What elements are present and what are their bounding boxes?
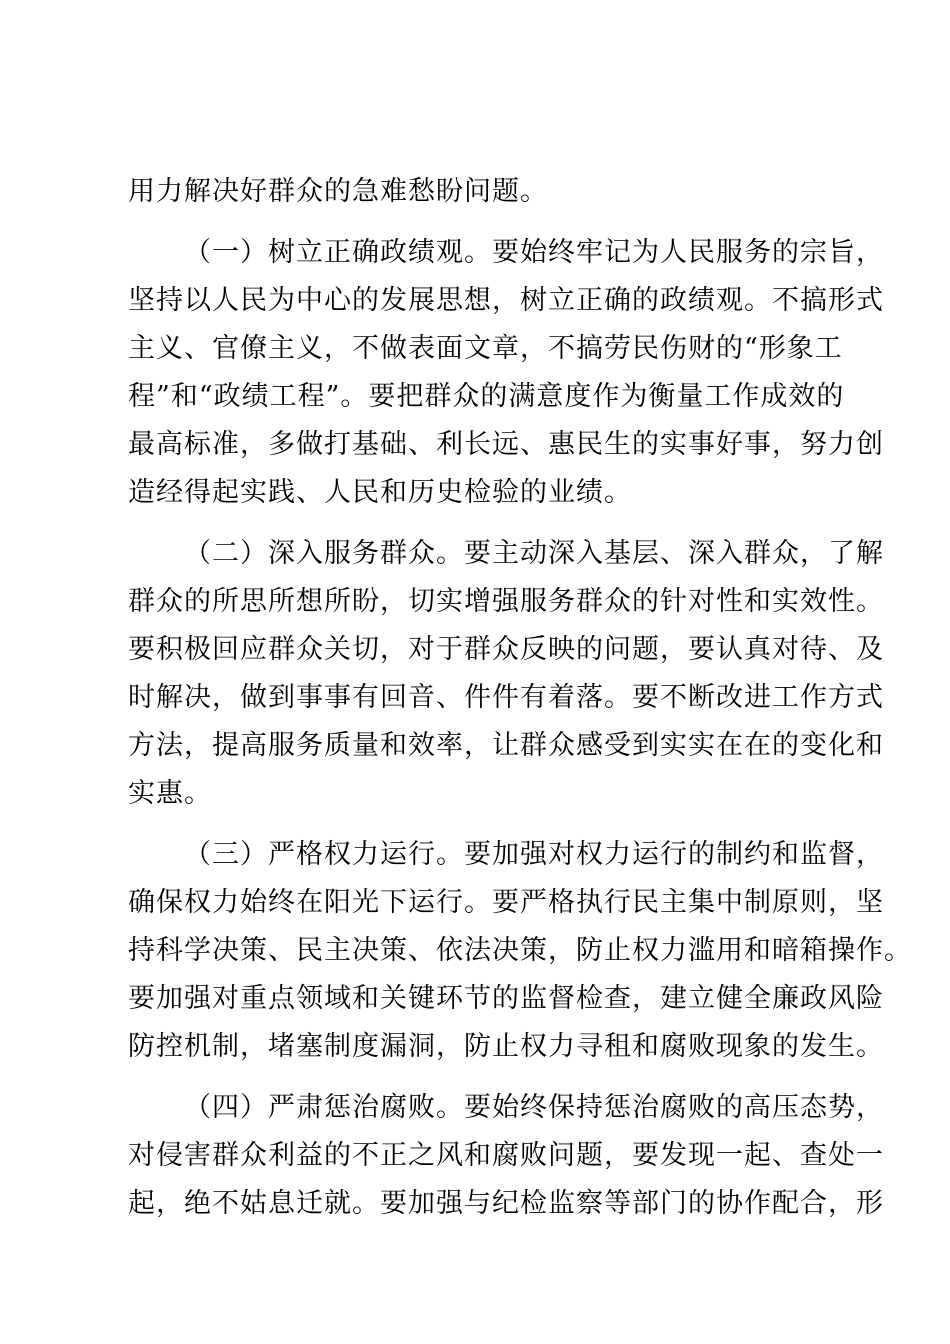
text-line: 起，绝不姑息迁就。要加强与纪检监察等部门的协作配合，形: [128, 1188, 884, 1219]
text-line: 持科学决策、民主决策、依法决策，防止权力滥用和暗箱操作。: [128, 935, 912, 966]
text-line: 对侵害群众利益的不正之风和腐败问题，要发现一起、查处一: [128, 1140, 884, 1171]
paragraph-section-4: [128, 1084, 884, 1228]
paragraph-section-3: [128, 831, 912, 1071]
text-line: 时解决，做到事事有回音、件件有着落。要不断改进工作方式: [128, 682, 884, 713]
text-line: 实惠。: [128, 778, 212, 809]
text-line: 造经得起实践、人民和历史检验的业绩。: [128, 477, 632, 508]
document-body: [128, 168, 912, 1228]
text-line: 要加强对重点领域和关键环节的监督检查，建立健全廉政风险: [128, 983, 884, 1014]
text-line: 程”和“政绩工程”。要把群众的满意度作为衡量工作成效的: [128, 381, 845, 412]
text-line: 最高标准，多做打基础、利长远、惠民生的实事好事，努力创: [128, 429, 884, 460]
text-line: 确保权力始终在阳光下运行。要严格执行民主集中制原则，坚: [128, 887, 884, 918]
section-heading-line: （四）严肃惩治腐败。要始终保持惩治腐败的高压态势，: [184, 1092, 884, 1123]
text-line: 用力解决好群众的急难愁盼问题。: [128, 176, 548, 207]
text-line: 群众的所思所想所盼，切实增强服务群众的针对性和实效性。: [128, 586, 884, 617]
paragraph-section-1: [128, 229, 884, 517]
text-line: 方法，提高服务质量和效率，让群众感受到实实在在的变化和: [128, 730, 884, 761]
paragraph-intro-tail: [128, 168, 834, 216]
section-heading-line: （一）树立正确政绩观。要始终牢记为人民服务的宗旨，: [184, 237, 884, 268]
paragraph-section-2: [128, 530, 884, 818]
text-line: 主义、官僚主义，不做表面文章，不搞劳民伤财的“形象工: [128, 333, 843, 364]
text-line: 坚持以人民为中心的发展思想，树立正确的政绩观。不搞形式: [128, 285, 884, 316]
text-line: 要积极回应群众关切，对于群众反映的问题，要认真对待、及: [128, 634, 884, 665]
section-heading-line: （二）深入服务群众。要主动深入基层、深入群众，了解: [184, 538, 884, 569]
section-heading-line: （三）严格权力运行。要加强对权力运行的制约和监督，: [184, 839, 884, 870]
text-line: 防控机制，堵塞制度漏洞，防止权力寻租和腐败现象的发生。: [128, 1031, 884, 1062]
